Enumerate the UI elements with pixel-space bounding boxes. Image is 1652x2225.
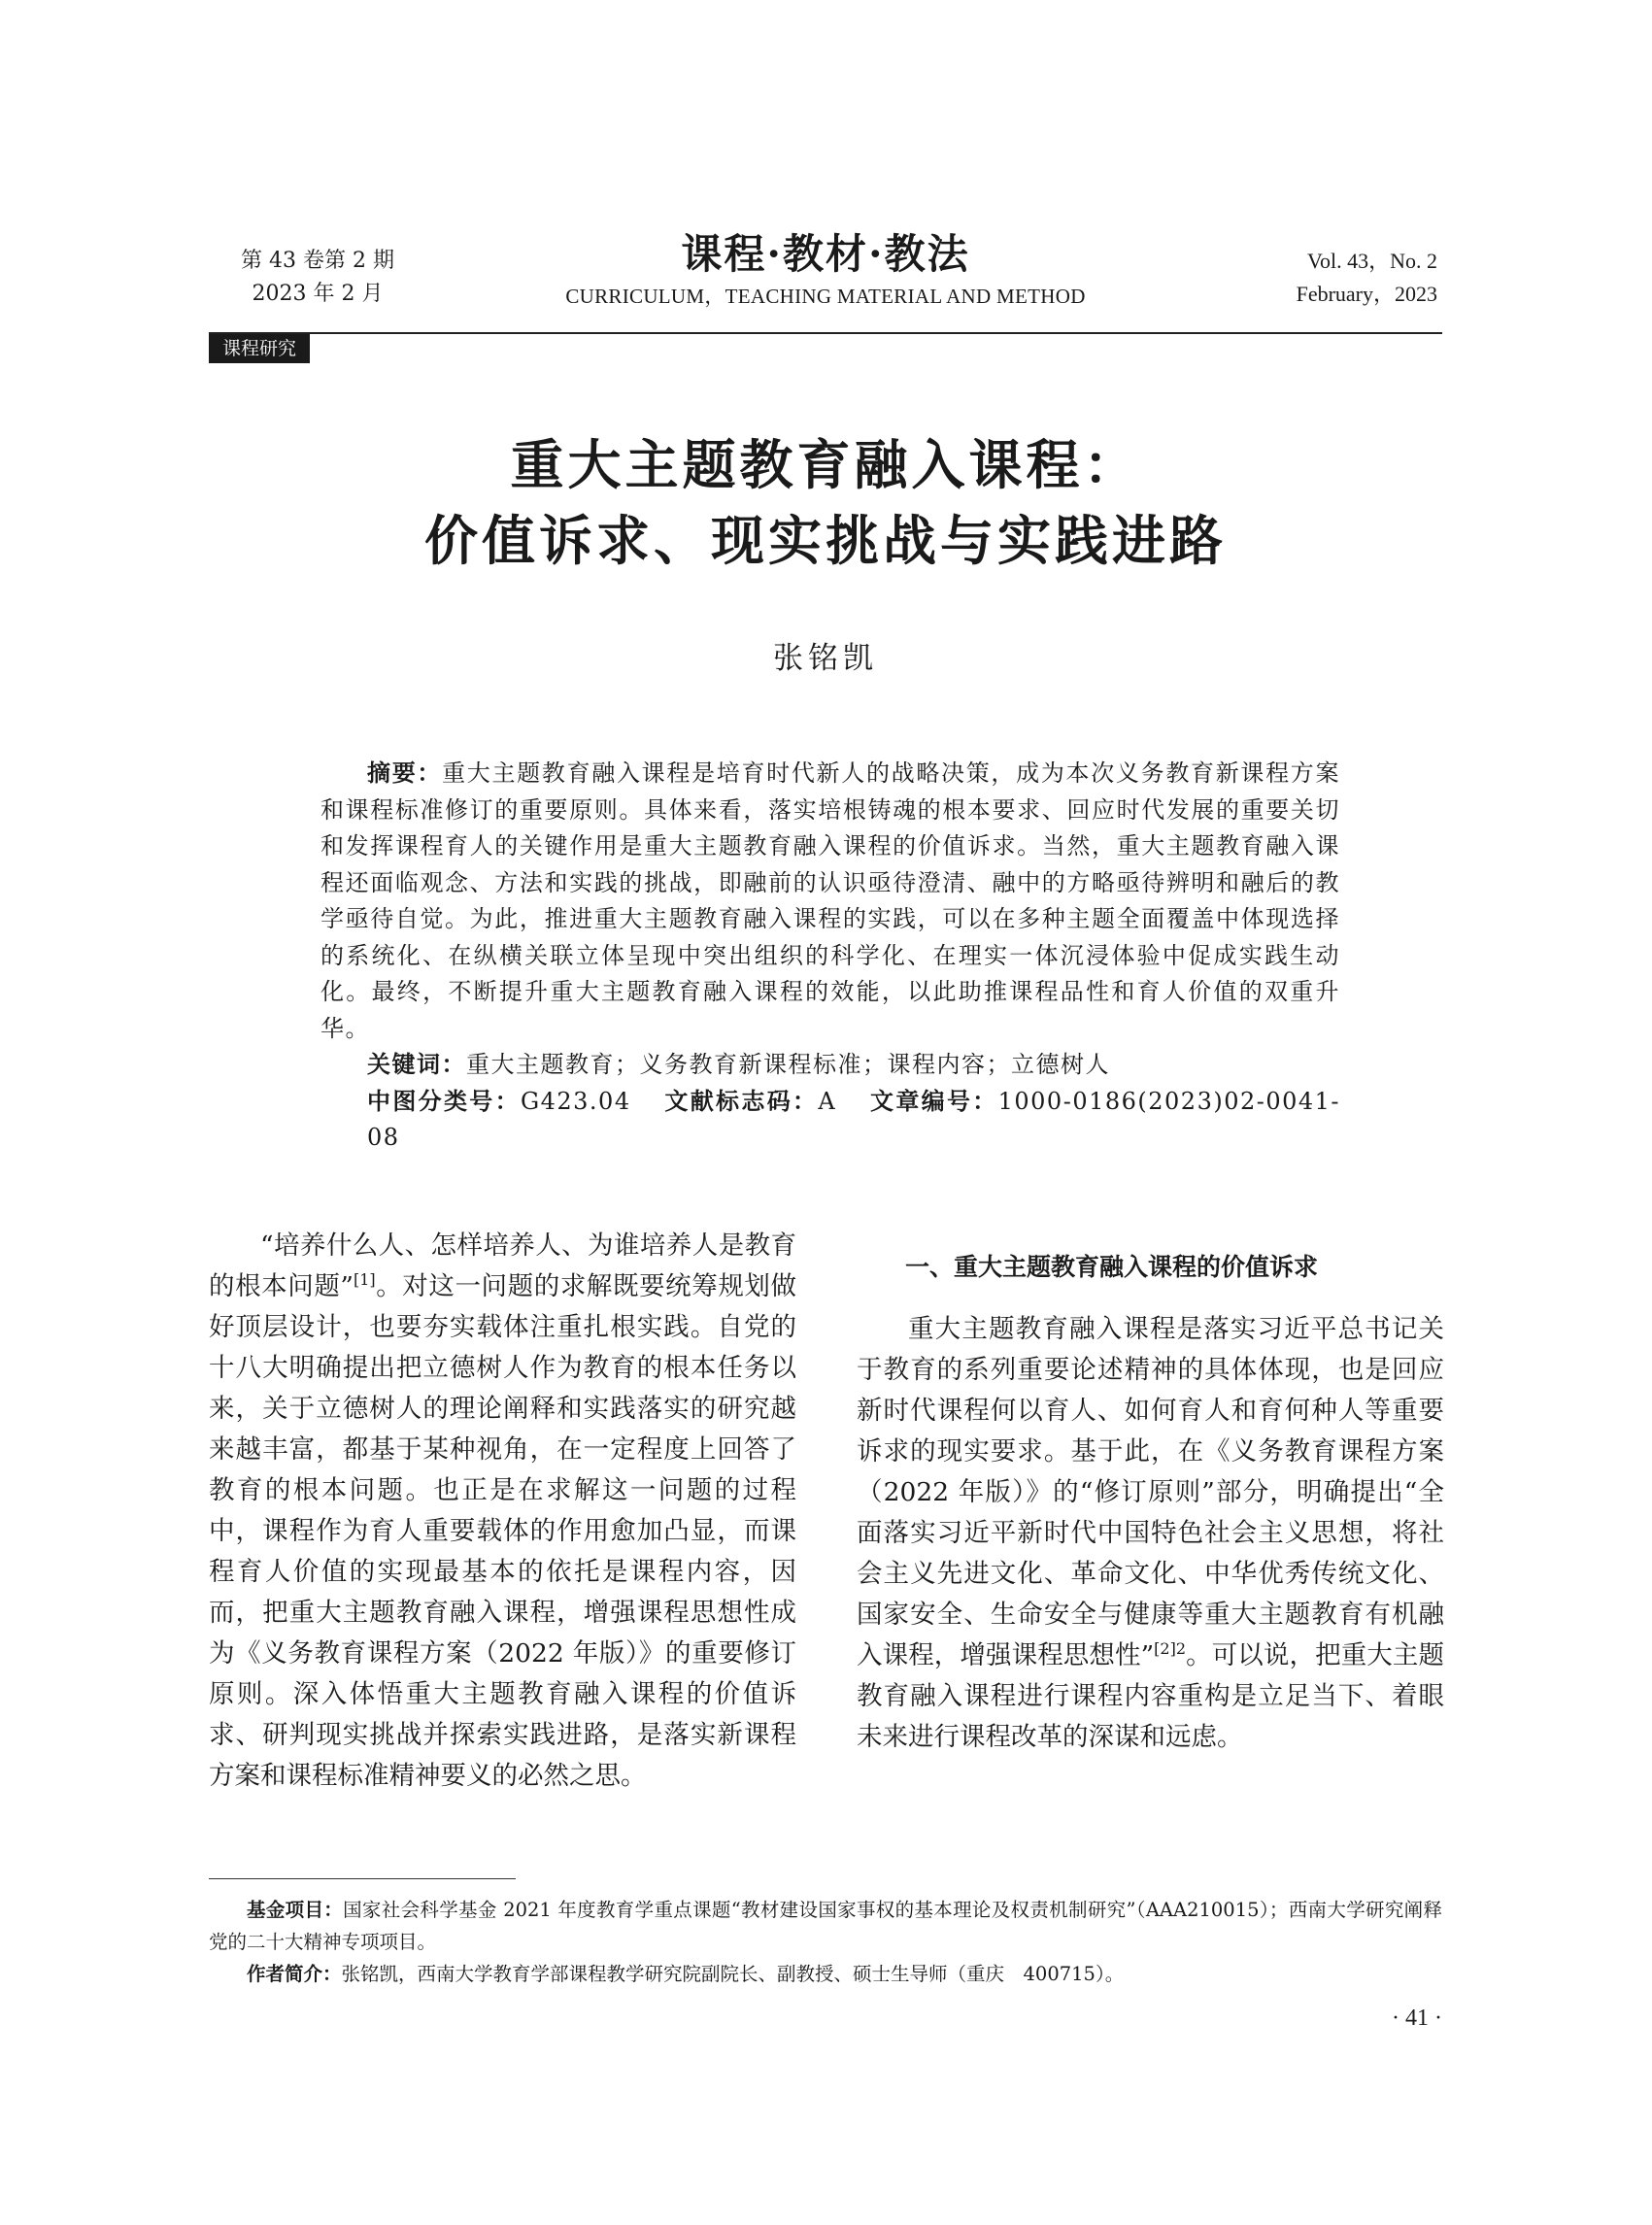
body-column-right: [857, 1226, 1444, 1758]
abstract-label: 摘要：: [367, 759, 443, 787]
section1-text-b: 。可以说，把重大主题教育融入课程进行课程内容重构是立足当下、着眼未来进行课程改革的深谋和远虑。: [857, 1640, 1444, 1752]
bio-text: 张铭凯，西南大学教育学部课程教学研究院副院长、副教授、硕士生导师（重庆 400715）。: [341, 1963, 1125, 1985]
footnotes: [209, 1894, 1442, 1990]
keywords-label: 关键词：: [367, 1051, 466, 1078]
keywords-line: [320, 1047, 1340, 1084]
citation-ref-1[interactable]: [1]: [353, 1270, 376, 1290]
author-bio-note: [209, 1958, 1442, 1990]
title-line-2: 价值诉求、现实挑战与实践进路: [423, 510, 1227, 572]
section-heading-1: 一、重大主题教育融入课程的价值诉求: [905, 1253, 1319, 1281]
clc-label: 中图分类号：: [367, 1087, 521, 1115]
section1-paragraph: [857, 1309, 1444, 1758]
header-volume-cn: [225, 245, 410, 311]
clc-value: G423.04: [520, 1087, 631, 1115]
author-name: 张铭凯: [773, 641, 878, 676]
page-number: · 41 ·: [1392, 2006, 1442, 2031]
header-volume-en: [1253, 245, 1437, 311]
journal-logo-cn: 课程·教材·教法: [681, 230, 970, 278]
section1-text-a: 重大主题教育融入课程是落实习近平总书记关于教育的系列重要论述精神的具体体现，也是回应新时代课程何以育人、如何育人和育何种人等重要诉求的现实要求。基于此，在《义务教育课程方案（2022 年版）》的“修订原则”部分，明确提出“全面落实习近平新时代中国特色社会主义思想，将社会主义先进文化、革命文化、中华优秀传统文化、国家安全、生命安全与健康等重大主题教育有机融入课程，增强课程思想性”: [857, 1314, 1444, 1670]
fund-label: 基金项目：: [247, 1899, 344, 1921]
fund-note: [209, 1894, 1442, 1958]
doc-code-label: 文献标志码：: [663, 1087, 819, 1115]
journal-masthead: [524, 227, 1127, 311]
abstract-text: 重大主题教育融入课程是培育时代新人的战略决策，成为本次义务教育新课程方案和课程标准修订的重要原则。具体来看，落实培根铸魂的根本要求、回应时代发展的重要关切和发挥课程育人的关键作用是重大主题教育融入课程的价值诉求。当然，重大主题教育融入课程还面临观念、方法和实践的挑战，即融前的认识亟待澄清、融中的方略亟待辨明和融后的教学亟待自觉。为此，推进重大主题教育融入课程的实践，可以在多种主题全面覆盖中体现选择的系统化、在纵横关联立体呈现中突出组织的科学化、在理实一体沉浸体验中促成实践生动化。最终，不断提升重大主题教育融入课程的效能，以此助推课程品性和育人价值的双重升华。: [320, 759, 1340, 1042]
classification-line: [320, 1084, 1340, 1157]
footnote-rule: [209, 1878, 516, 1879]
volume-issue-en: Vol. 43，No. 2: [1306, 249, 1437, 273]
section-tag: 课程研究: [209, 334, 310, 363]
intro-paragraph: [209, 1226, 796, 1797]
citation-ref-2[interactable]: [2]2: [1154, 1639, 1186, 1659]
date-cn: 2023 年 2 月: [252, 282, 384, 306]
title-line-1: 重大主题教育融入课程：: [510, 434, 1141, 496]
body-column-left: [209, 1226, 796, 1797]
bio-label: 作者简介：: [247, 1963, 342, 1985]
date-en: February，2023: [1296, 282, 1437, 306]
volume-issue-cn: 第 43 卷第 2 期: [241, 249, 394, 273]
abstract-block: [320, 756, 1340, 1157]
journal-name-en: CURRICULUM，TEACHING MATERIAL AND METHOD: [565, 285, 1086, 308]
abstract-paragraph: [320, 756, 1340, 1047]
article-no-value: 1000-0186(2023)02-0041-08: [367, 1087, 1341, 1151]
keywords-text: 重大主题教育；义务教育新课程标准；课程内容；立德树人: [466, 1051, 1110, 1078]
header-rule: [209, 332, 1442, 334]
article-no-label: 文章编号：: [869, 1087, 998, 1115]
fund-text: 国家社会科学基金 2021 年度教育学重点课题“教材建设国家事权的基本理论及权责机制研究”（AAA210015）；西南大学研究阐释党的二十大精神专项项目。: [209, 1899, 1442, 1953]
intro-text-a: “培养什么人、怎样培养人、为谁培养人是教育的根本问题”: [209, 1230, 796, 1301]
doc-code-value: A: [818, 1087, 837, 1115]
article-title: [209, 427, 1442, 579]
intro-text-b: 。对这一问题的求解既要统筹规划做好顶层设计，也要夯实载体注重扎根实践。自党的十八大明确提出把立德树人作为教育的根本任务以来，关于立德树人的理论阐释和实践落实的研究越来越丰富，都基于某种视角，在一定程度上回答了教育的根本问题。也正是在求解这一问题的过程中，课程作为育人重要载体的作用愈加凸显，而课程育人价值的实现最基本的依托是课程内容，因而，把重大主题教育融入课程，增强课程思想性成为《义务教育课程方案（2022 年版）》的重要修订原则。深入体悟重大主题教育融入课程的价值诉求、研判现实挑战并探索实践进路，是落实新课程方案和课程标准精神要义的必然之思。: [209, 1271, 796, 1791]
